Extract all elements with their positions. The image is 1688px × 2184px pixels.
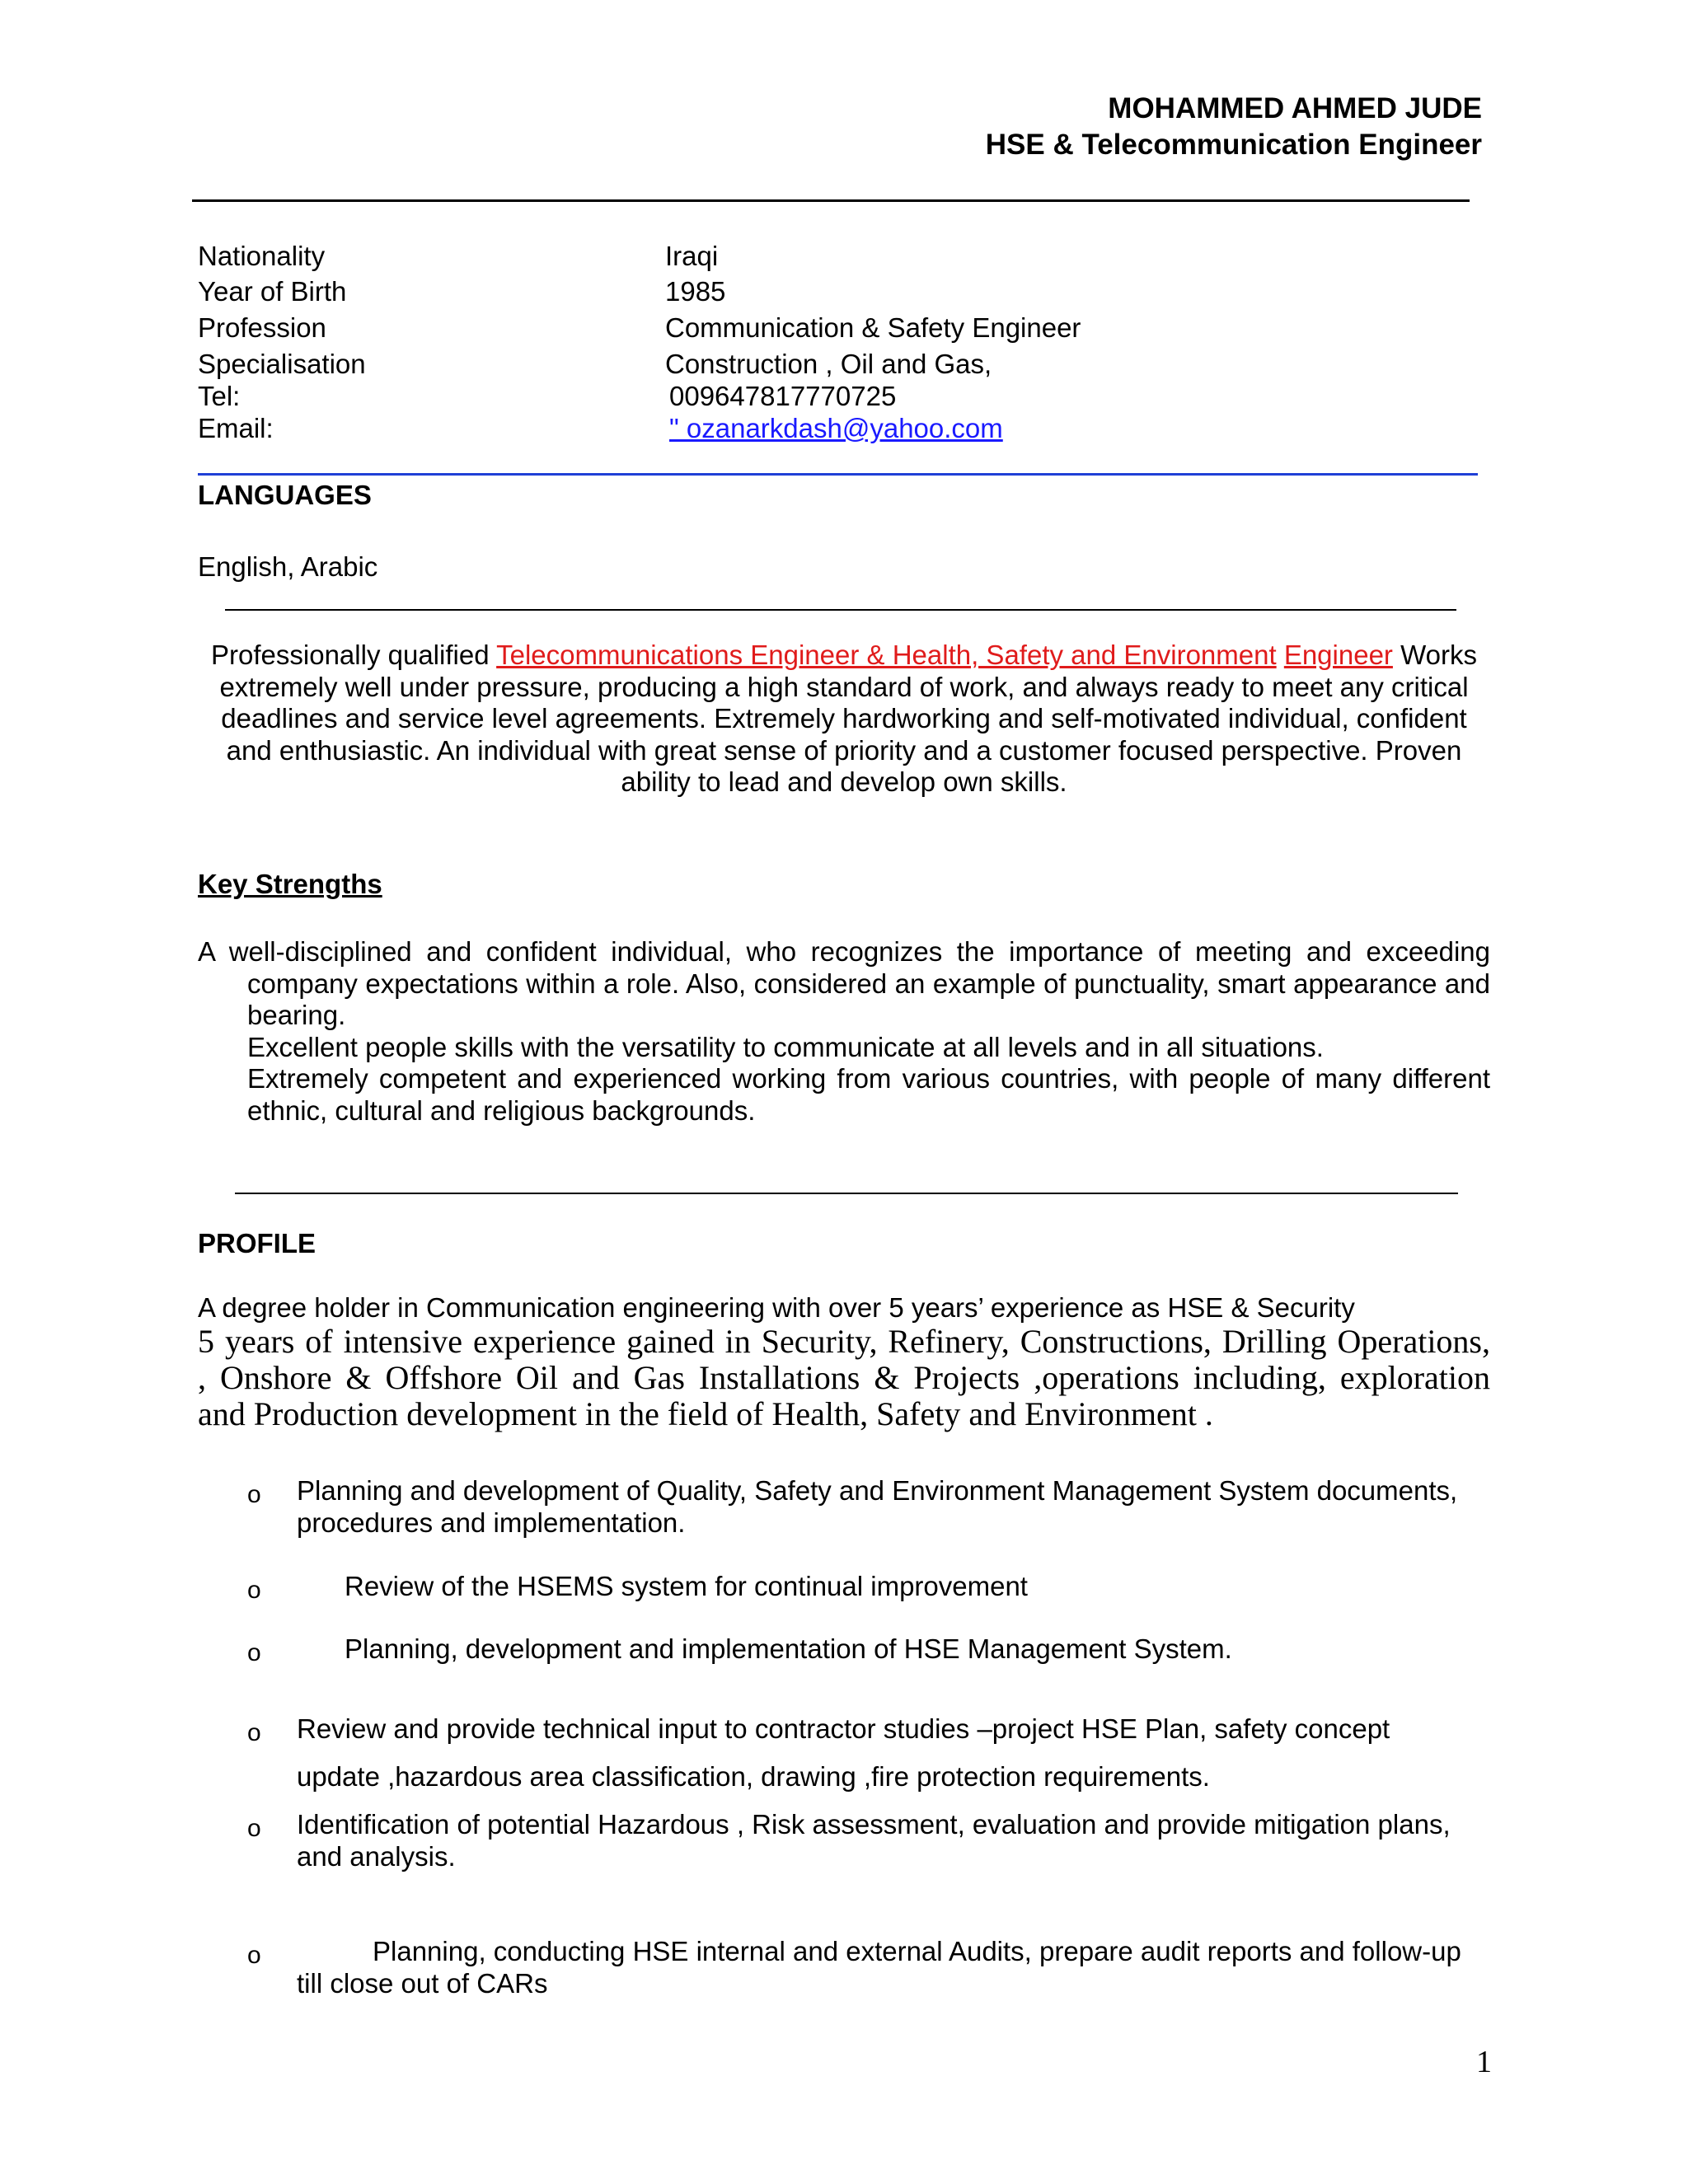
- tel-label: Tel:: [198, 381, 241, 411]
- profile-bullet: Review and provide technical input to contractor studies –project HSE Plan, safety concept: [297, 1713, 1390, 1744]
- profile-experience-line: , Onshore & Offshore Oil and Gas Installations & Projects ,operations including, exploration: [198, 1359, 1490, 1396]
- page-number: 1: [1476, 2045, 1492, 2079]
- strengths-divider: [235, 1193, 1458, 1194]
- profile-bullet: Planning, conducting HSE internal and external Audits, prepare audit reports and follow-up: [373, 1936, 1461, 1966]
- bullet-marker: o: [247, 1719, 261, 1746]
- birth-value: 1985: [665, 276, 726, 307]
- specialisation-label: Specialisation: [198, 349, 366, 379]
- email-label: Email:: [198, 413, 274, 443]
- summary-space: [1277, 640, 1284, 670]
- languages-value: English, Arabic: [198, 551, 378, 582]
- summary-highlight-role: Telecommunications Engineer & Health, Safety and Environment: [496, 640, 1277, 670]
- profile-bullet-continuation: till close out of CARs: [297, 1968, 548, 1999]
- email-link[interactable]: " ozanarkdash@yahoo.com: [669, 413, 1003, 443]
- profile-bullet: Planning, development and implementation of HSE Management System.: [345, 1633, 1232, 1664]
- profile-heading: PROFILE: [198, 1228, 316, 1258]
- summary-rest: Works extremely well under pressure, producing a high standard of work, and always ready to meet any critical deadlines and service level agreements. Extremely hardworking and self-motivated individual, confident and enthusiastic. An individual with great sense of priority and a customer focused perspective. Proven ability to lead and develop own skills.: [219, 640, 1477, 797]
- profile-experience-line: and Production development in the field of Health, Safety and Environment .: [198, 1395, 1213, 1432]
- strength-item: Extremely competent and experienced working from various countries, with people of many different ethnic, cultural and religious backgrounds.: [247, 1063, 1490, 1126]
- header-divider: [192, 199, 1470, 202]
- summary-prefix: Professionally qualified: [211, 640, 497, 670]
- strength-item: A well-disciplined and confident individual, who recognizes the importance of meeting and exceeding company expectations within a role. Also, considered an example of punctuality, smart appearance and bearing.: [198, 936, 1490, 1030]
- languages-divider: [225, 609, 1456, 611]
- candidate-title: HSE & Telecommunication Engineer: [985, 129, 1482, 161]
- profession-label: Profession: [198, 312, 326, 343]
- candidate-name: MOHAMMED AHMED JUDE: [1108, 92, 1482, 124]
- profile-bullet: Planning and development of Quality, Safety and Environment Management System documents, procedures and implementation.: [297, 1475, 1458, 1538]
- bullet-marker: o: [247, 1639, 261, 1666]
- profile-bullet-continuation: update ,hazardous area classification, drawing ,fire protection requirements.: [297, 1761, 1210, 1792]
- tel-value: 009647817770725: [669, 381, 897, 411]
- birth-label: Year of Birth: [198, 276, 347, 307]
- strength-item: Excellent people skills with the versatility to communicate at all levels and in all situations.: [247, 1031, 1324, 1062]
- bullet-marker: o: [247, 1481, 261, 1508]
- bullet-marker: o: [247, 1577, 261, 1604]
- profile-bullet: Review of the HSEMS system for continual improvement: [345, 1571, 1028, 1601]
- profession-value: Communication & Safety Engineer: [665, 312, 1081, 343]
- nationality-label: Nationality: [198, 241, 326, 271]
- bullet-marker: o: [247, 1815, 261, 1842]
- key-strengths-heading: Key Strengths: [198, 869, 382, 899]
- info-divider: [198, 473, 1478, 476]
- specialisation-value: Construction , Oil and Gas,: [665, 349, 992, 379]
- summary-paragraph: [198, 640, 1490, 799]
- languages-heading: LANGUAGES: [198, 480, 372, 510]
- profile-bullet: Identification of potential Hazardous , Risk assessment, evaluation and provide mitigation plans, and analysis.: [297, 1809, 1451, 1872]
- nationality-value: Iraqi: [665, 241, 719, 271]
- bullet-marker: o: [247, 1942, 261, 1969]
- profile-experience: [198, 1324, 1490, 1432]
- summary-highlight-engineer: Engineer: [1283, 640, 1393, 670]
- profile-experience-line: 5 years of intensive experience gained in Security, Refinery, Constructions, Drilling Operations,: [198, 1323, 1490, 1360]
- key-strengths-text: [198, 936, 1490, 1127]
- profile-intro: A degree holder in Communication engineering with over 5 years’ experience as HSE & Security: [198, 1292, 1355, 1323]
